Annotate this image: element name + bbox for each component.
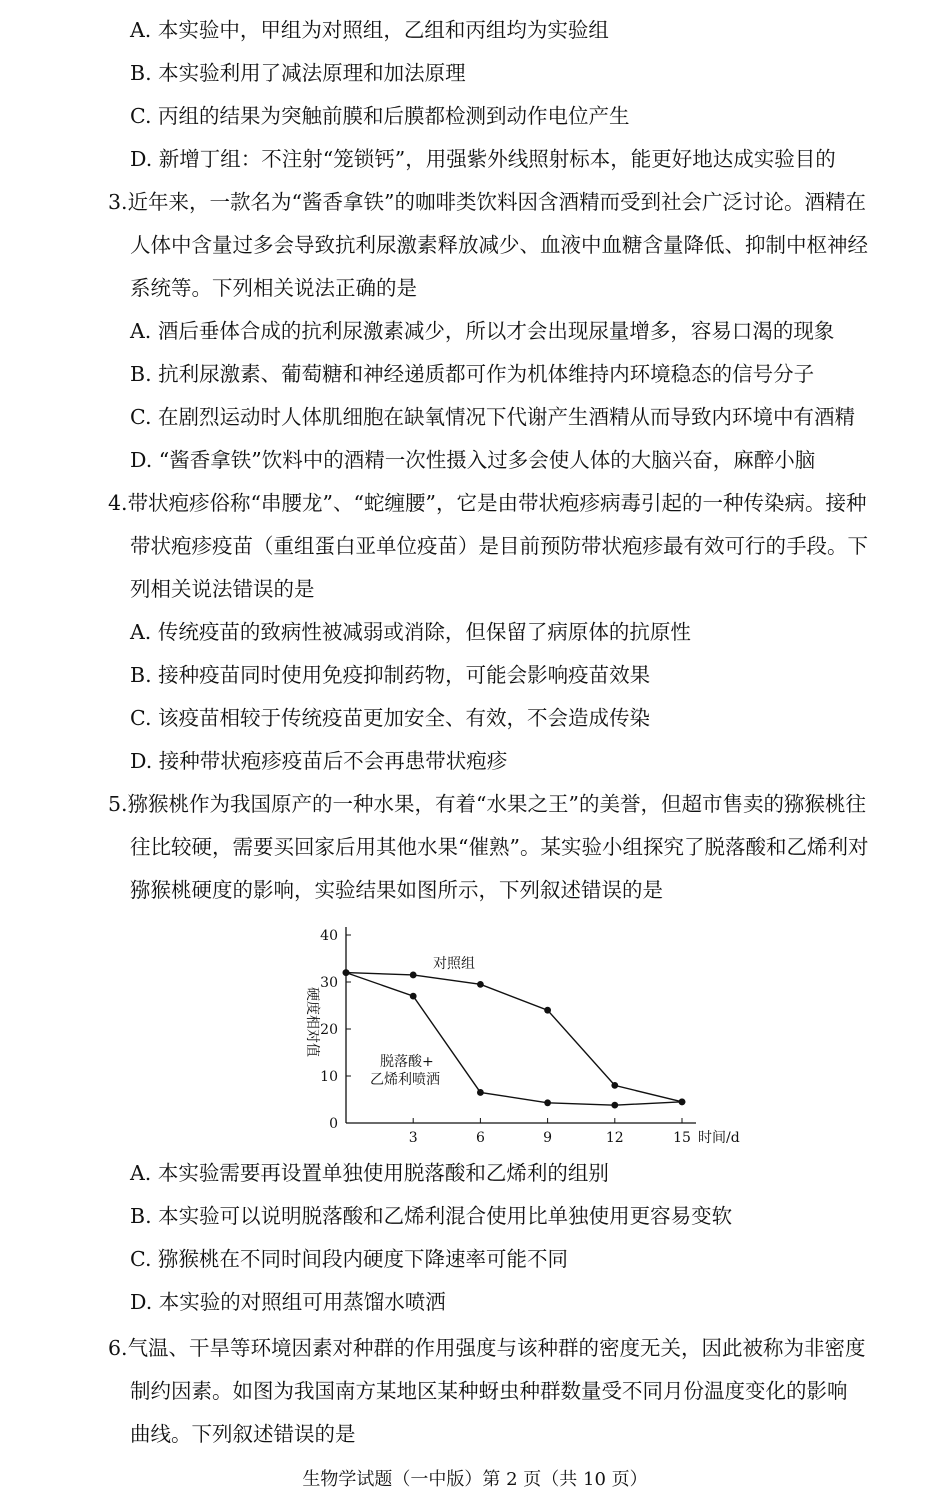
y-tick-label: 30 (320, 975, 338, 991)
q5-stem-line-3: 猕猴桃硬度的影响，实验结果如图所示，下列叙述错误的是 (130, 878, 663, 902)
q5-stem-line-2: 往比较硬，需要买回家后用其他水果“催熟”。某实验小组探究了脱落酸和乙烯利对 (130, 835, 869, 859)
treatment-annotation-line-2: 乙烯利喷洒 (370, 1072, 440, 1088)
chart-axes (346, 927, 696, 1123)
x-tick-label: 6 (475, 1130, 485, 1146)
q5-option-b: B. 本实验可以说明脱落酸和乙烯利混合使用比单独使用更容易变软 (130, 1204, 733, 1228)
q5-option-c: C. 猕猴桃在不同时间段内硬度下降速率可能不同 (130, 1247, 568, 1271)
series-1-point (410, 972, 417, 979)
y-tick-label: 0 (329, 1116, 338, 1132)
series-2-point (343, 969, 350, 976)
hardness-line-chart (290, 918, 760, 1153)
q6-number: 6. (108, 1336, 128, 1360)
y-tick-label: 20 (320, 1022, 338, 1038)
q4-stem-line-3: 列相关说法错误的是 (130, 577, 315, 601)
series-2-point (611, 1102, 618, 1109)
series-1-point (544, 1007, 551, 1014)
q3-option-b: B. 抗利尿激素、葡萄糖和神经递质都可作为机体维持内环境稳态的信号分子 (130, 362, 815, 386)
q4-stem-line-1: 4.带状疱疹俗称“串腰龙”、“蛇缠腰”，它是由带状疱疹病毒引起的一种传染病。接种 (108, 491, 867, 515)
option-d: D. 新增丁组：不注射“笼锁钙”，用强紫外线照射标本，能更好地达成实验目的 (130, 147, 836, 171)
x-tick-label: 12 (605, 1130, 624, 1146)
x-tick-label: 3 (408, 1130, 418, 1146)
option-a: A. 本实验中，甲组为对照组，乙组和丙组均为实验组 (130, 18, 609, 42)
q3-number: 3. (108, 190, 128, 214)
series-2-point (679, 1098, 686, 1105)
q3-option-a: A. 酒后垂体合成的抗利尿激素减少，所以才会出现尿量增多，容易口渴的现象 (130, 319, 835, 343)
page-footer: 生物学试题（一中版）第 2 页（共 10 页） (302, 1469, 648, 1490)
x-axis-label: 时间/d (698, 1130, 740, 1146)
q4-option-d: D. 接种带状疱疹疫苗后不会再患带状疱疹 (130, 749, 508, 773)
q3-stem-line-2: 人体中含量过多会导致抗利尿激素释放减少、血液中血糖含量降低、抑制中枢神经 (130, 233, 868, 257)
series-2-point (410, 993, 417, 1000)
q4-stem-line-2: 带状疱疹疫苗（重组蛋白亚单位疫苗）是目前预防带状疱疹最有效可行的手段。下 (130, 534, 868, 558)
q6-stem-line-2: 制约因素。如图为我国南方某地区某种蚜虫种群数量受不同月份温度变化的影响 (130, 1379, 848, 1403)
option-b: B. 本实验利用了减法原理和加法原理 (130, 61, 466, 85)
q5-option-d: D. 本实验的对照组可用蒸馏水喷洒 (130, 1290, 446, 1314)
y-axis-label: 硬度相对值 (304, 987, 320, 1057)
control-group-annotation: 对照组 (433, 956, 475, 972)
chart-labels (304, 956, 740, 1146)
q5-option-a: A. 本实验需要再设置单独使用脱落酸和乙烯利的组别 (130, 1161, 609, 1185)
y-tick-label: 10 (320, 1069, 338, 1085)
q3-option-d: D. “酱香拿铁”饮料中的酒精一次性摄入过多会使人体的大脑兴奋，麻醉小脑 (130, 448, 816, 472)
q3-stem-line-1: 3.近年来，一款名为“酱香拿铁”的咖啡类饮料因含酒精而受到社会广泛讨论。酒精在 (108, 190, 867, 214)
series-2-point (477, 1089, 484, 1096)
treatment-annotation-line-1: 脱落酸+ (380, 1054, 434, 1070)
q3-option-c: C. 在剧烈运动时人体肌细胞在缺氧情况下代谢产生酒精从而导致内环境中有酒精 (130, 405, 855, 429)
option-c: C. 丙组的结果为突触前膜和后膜都检测到动作电位产生 (130, 104, 630, 128)
q4-option-c: C. 该疫苗相较于传统疫苗更加安全、有效，不会造成传染 (130, 706, 650, 730)
q4-option-a: A. 传统疫苗的致病性被减弱或消除，但保留了病原体的抗原性 (130, 620, 691, 644)
q6-stem-line-3: 曲线。下列叙述错误的是 (130, 1422, 356, 1446)
q5-stem-line-1: 5.猕猴桃作为我国原产的一种水果，有着“水果之王”的美誉，但超市售卖的猕猴桃往 (108, 792, 867, 816)
x-tick-label: 9 (543, 1130, 553, 1146)
q3-stem-line-3: 系统等。下列相关说法正确的是 (130, 276, 417, 300)
q4-number: 4. (108, 491, 128, 515)
series-1-point (477, 981, 484, 988)
q5-number: 5. (108, 792, 128, 816)
chart-ticks (320, 928, 691, 1146)
q6-stem-line-1: 6.气温、干旱等环境因素对种群的作用强度与该种群的密度无关，因此被称为非密度 (108, 1336, 866, 1360)
q4-option-b: B. 接种疫苗同时使用免疫抑制药物，可能会影响疫苗效果 (130, 663, 651, 687)
x-tick-label: 15 (673, 1130, 691, 1146)
series-1-point (611, 1082, 618, 1089)
series-2-point (544, 1099, 551, 1106)
y-tick-label: 40 (320, 928, 338, 944)
